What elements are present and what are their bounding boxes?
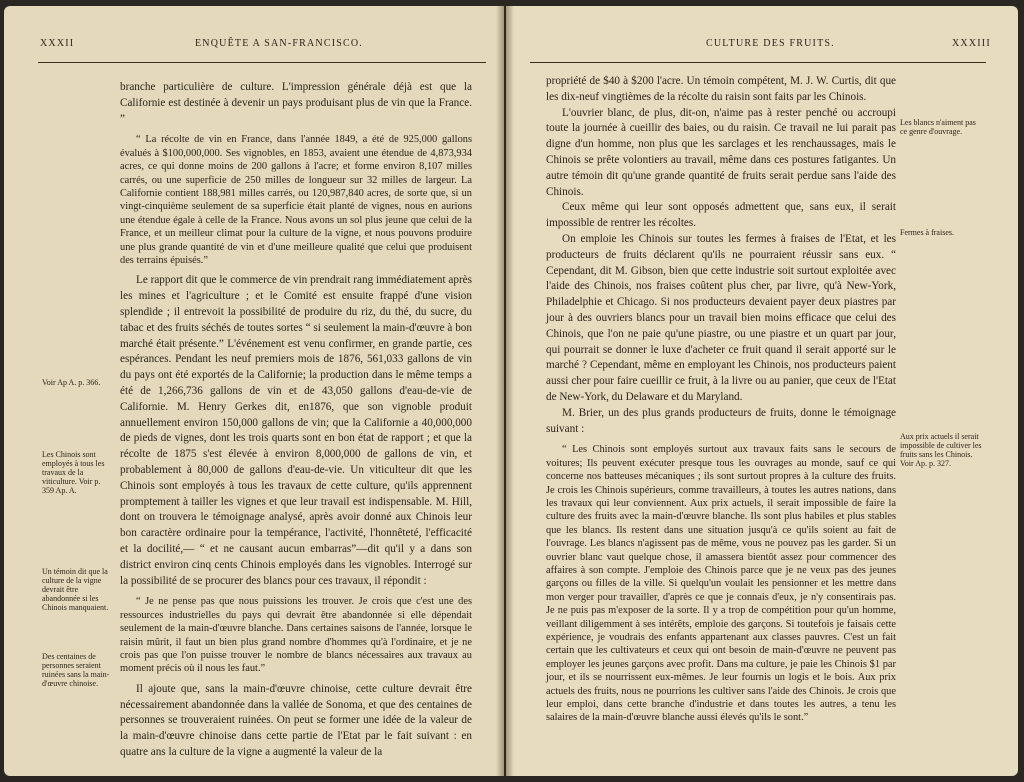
left-header-rule [38,62,486,63]
right-margin-note-2: Fermes à fraises. [900,228,954,237]
right-paragraph-1: propriété de $40 à $200 l'acre. Un témoin compétent, M. J. W. Curtis, dit que les dix-neuf vingtièmes de la récolte du raisin sont faits par les Chinois. [546,75,896,103]
left-paragraph-3: Il ajoute que, sans la main-d'œuvre chinoise, cette culture devrait être nécessairement abandonnée dans la vallée de Sonoma, et que des centaines de personnes se trouveraient ruinées. On peut se former une idée de la valeur de la main-d'œuvre chinoise dans cette partie de l'Etat par le fait suivant : en quatre ans la culture de la vigne a augmenté la valeur de la [120,682,472,759]
right-paragraph-5: M. Brier, un des plus grands producteurs de fruits, donne le témoignage suivant : [546,406,896,435]
left-margin-note-1: Voir Ap A. p. 366. [42,378,101,387]
left-margin-note-2: Les Chinois sont employés à tous les travaux de la viticulture. Voir p. 359 Ap. A. [42,450,105,495]
right-running-head: CULTURE DES FRUITS. [706,38,835,49]
right-margin-note-3: Aux prix actuels il serait impossible de cultiver les fruits sans les Chinois. Voir Ap. p. 327. [900,432,982,468]
right-quote: “ Les Chinois sont employés surtout aux travaux faits sans le secours de voitures; Ils peuvent exécuter presque tous les ouvrages au monde, sauf ce qui concerne nos batteuses mécaniques ; ils sont surtout propres à la culture des fruits. Je crois les Chinois supérieurs, comme travailleurs, à toutes les autres nations, dans les travaux qui leur conviennent. Aux prix actuels, il serait impossible de faire la culture des fruits avec la main-d'œuvre blanche. Ils sont plus habiles et plus stables que les blancs. Ils restent dans une situation jusqu'à ce qu'ils soient au fait de l'ouvrage. Les blancs n'agissent pas de même, vous ne pouvez pas les garder. Si un ouvrier blanc vaut quelque chose, il amassera bientôt assez pour commencer des affaires à son compte. J'emploie des Chinois parce que je ne veux pas des jeunes garçons ou filles de la ville. Si quelqu'un voulait les pensionner et les mettre dans mon verger pour travailler, d'après ce que je connais d'eux, je n'y consentirais pas. Je ne puis pas m'exposer de la sorte. Il y a trop de compétition pour qu'un homme, veillant diligemment à ses intérêts, emploie des garçons. Si toutefois je faisais cette expérience, je voudrais des enfants appartenant aux classes pauvres. C'est un fait certain que les cultivateurs et ceux qui ont besoin de main-d'œuvre ne peuvent pas employer les jeunes garçons avec profit. Dans ma culture, je paie les Chinois $1 par jour, et ils se nourrissent eux-mêmes. Je leur fournis un logis et le bois. Aux prix actuels des fruits, nous ne pourrions les cultiver sans l'aide des Chinois. Je crois que leur emploi, dans cette branche d'industrie et dans toutes les autres, a tenu les salaires de la main-d'œuvre blanche aussi élevés qu'ils le sont.” [546,444,896,724]
right-paragraph-3: Ceux même qui leur sont opposés admettent que, sans eux, il serait impossible de rentrer les récoltes. [546,201,896,230]
right-folio: XXXIII [952,38,991,49]
left-paragraph-1: branche particulière de culture. L'impression générale déjà est que la Californie est destinée à devenir un pays produisant plus de vin que la France. ” [120,81,472,125]
left-quote-2: “ Je ne pense pas que nous puissions les trouver. Je crois que c'est une des ressources industrielles du pays qui devrait être abandonnée si elle dépendait seulement de la main-d'œuvre blanche. Dans certaines saisons de l'année, lorsque le raisin mûrit, il faut un bien plus grand nombre d'hommes qu'à l'ordinaire, et je ne crois pas que l'on puisse trouver le nombre de blancs nécessaires aux travaux au moment précis où il nous les faut.” [120,596,472,675]
left-margin-note-4: Des centaines de personnes seraient ruinées sans la main-d'œuvre chinoise. [42,652,110,688]
right-text-column [546,74,896,725]
right-header-rule [530,62,986,63]
right-paragraph-2: L'ouvrier blanc, de plus, dit-on, n'aime pas à rester penché ou accroupi toute la journée à cueillir des baies, ou du raisin. Ce travail ne lui parait pas digne d'un homme, non plus que les sarclages et les renchaussages, mais le Chinois se prête volontiers au travail, même dans ces postures fatigantes. Un autre témoin dit qu'une grande quantité de fruits serait perdue sans l'aide des Chinois. [546,106,896,198]
book-gutter [496,6,514,776]
left-quote-1: “ La récolte de vin en France, dans l'année 1849, a été de 925,000 gallons évalués à $100,000,000. Ses vignobles, en 1853, avaient une étendue de 4,873,934 acres, ce qui donne moins de 200 gallons à l'acre; et forme environ 8,107 milles carrés, ou une superficie de 250 milles de longueur sur 32 milles de largeur. La Californie contient 188,981 milles carrés, ou 120,987,840 acres, de sorte que, si un vingt-cinquième seulement de sa superficie était planté de vignes, nous en aurions une étendue égale à celle de la France. Nous avons un sol plus jeune que celui de la France, et un meilleur climat pour la culture de la vigne, et nous pouvons produire une plus grande quantité de vin et d'une meilleure qualité que celui que produisent des terrains épuisés.” [120,134,472,267]
right-margin-note-1: Les blancs n'aiment pas ce genre d'ouvrage. [900,118,976,136]
left-text-column [120,80,472,761]
left-margin-note-3: Un témoin dit que la culture de la vigne devrait être abandonnée si les Chinois manquaient. [42,567,109,612]
left-running-head: ENQUÊTE A SAN-FRANCISCO. [195,38,363,49]
left-paragraph-2: Le rapport dit que le commerce de vin prendrait rang immédiatement après les mines et l'agriculture ; et le Comité est ensuite frappé d'une vision splendide ; il entrevoit la possibilité de produire du riz, du thé, du sucre, du tabac et des fruits séchés de toutes sortes “ si seulement la main-d'œuvre à bon marché était présente.” L'événement est venu confirmer, en grande partie, ces espérances. Pendant les neuf premiers mois de 1876, 561,033 gallons de vin du pays ont été exportés de la Californie; la production dans le même temps a été de 1,266,736 gallons de vin et de 43,050 gallons d'eau-de-vie de Californie. M. Henry Gerkes dit, en1876, que son vignoble produit annuellement environ 150,000 gallons de vin; que la Californie a 40,000,000 de pieds de vignes, dont les trois quarts sont en bon état de rapport ; et que la récolte de 1875 s'est élevée à environ 8,000,000 de gallons de vin, et probablement à 80,000 de gallons d'eau-de-vie. Un viticulteur dit que les Chinois sont employés à tous les travaux de cette culture, qu'ils apprennent promptement à tailler les vignes et que leur travail est indispensable. M. Hill, dont on trouvera le témoignage analysé, après avoir donné aux Chinois leur bon caractère ordinaire pour la tempérance, l'activité, l'honnêteté, l'efficacité et la docilité,— “ et ne causant aucun embarras”—dit qu'il y a dans son district environ cinq cents Chinois employés dans les vignobles. Interrogé sur la possibilité de se procurer des blancs pour ces travaux, il répondit : [120,274,472,587]
right-paragraph-4: On emploie les Chinois sur toutes les fermes à fraises de l'Etat, et les producteurs de fruits déclarent qu'ils ne pourraient réussir sans eux. “ Cependant, dit M. Gibson, bien que cette industrie soit surtout exploitée avec l'aide des Chinois, nos fraises coûtent plus cher, par livre, qu'à New-York, Philadelphie et Chicago. Si nos producteurs devaient payer deux piastres par jour à des ouvriers blancs pour un travail bien moins efficace que celui des Chinois, que l'on ne paie qu'une piastre, ou une piastre et un quart par jour, qui pourrait se donner le luxe d'acheter ce fruit quand il serait apporté sur le marché ? Cependant, même en employant les Chinois, nos producteurs paient aussi cher pour faire cueillir ce fruit, à la livre ou au panier, que ceux de l'Etat de New-York, du Delaware et du Maryland. [546,232,896,403]
left-folio: XXXII [40,38,75,49]
